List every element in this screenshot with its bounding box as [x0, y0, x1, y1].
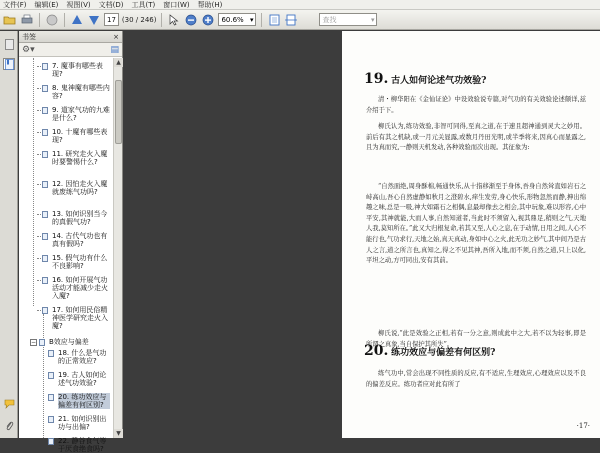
- bookmark-chapter[interactable]: [19, 338, 113, 347]
- page-count: (30 / 246): [121, 15, 157, 24]
- menu-document[interactable]: 文档(D): [98, 0, 124, 9]
- zoom-out-icon[interactable]: [184, 13, 198, 27]
- bookmarks-tree: [19, 58, 113, 453]
- page-up-icon[interactable]: [70, 13, 84, 27]
- print-icon[interactable]: [20, 13, 34, 27]
- bookmark-label: 18. 什么是气功的正常效应?: [58, 349, 107, 365]
- bookmark-icon: [42, 151, 48, 158]
- page-number-label: ·17·: [576, 422, 590, 430]
- document-page: [342, 31, 600, 438]
- chevron-down-icon[interactable]: ▾: [370, 15, 375, 24]
- tree-connector: [37, 310, 41, 311]
- bookmark-icon: [42, 181, 48, 188]
- toolbar-divider: [39, 13, 40, 27]
- tree-connector: [37, 258, 41, 259]
- tree-connector: [37, 280, 41, 281]
- page-down-icon[interactable]: [87, 13, 101, 27]
- new-bookmark-icon[interactable]: ▤: [110, 44, 119, 55]
- bookmark-label: 19. 古人如何论述气功效验?: [58, 371, 107, 387]
- bookmark-icon: [48, 372, 54, 379]
- menu-edit[interactable]: 编辑(E): [34, 0, 59, 9]
- select-cursor-icon[interactable]: [167, 13, 181, 27]
- bookmark-label: 14. 古代气功也有真有假吗?: [52, 232, 108, 248]
- bookmark-label: 22. 静谷食气等于厌食绝食吗?: [58, 437, 107, 453]
- navigation-pane-strip: [0, 31, 18, 438]
- zoom-level-select[interactable]: [218, 13, 256, 26]
- bookmark-icon: [42, 107, 48, 114]
- section-number: 19.: [364, 71, 389, 87]
- pages-panel-icon[interactable]: [3, 38, 15, 50]
- chevron-down-icon[interactable]: ▾: [249, 15, 254, 24]
- bookmark-label: 20. 练功效应与偏差有何区别?: [58, 393, 110, 409]
- section-title: 练功效应与偏差有何区别?: [391, 348, 496, 358]
- bookmarks-toolbar: [19, 43, 122, 57]
- menu-view[interactable]: 视图(V): [66, 0, 91, 9]
- section-heading: [364, 343, 495, 359]
- search-placeholder: 查找: [322, 15, 337, 24]
- tree-connector: [37, 184, 41, 185]
- bookmark-label: 17. 如何用民俗精神医学研究走火入魔?: [52, 306, 108, 330]
- bookmark-label: 13. 如何识别当今的真假气功?: [52, 210, 108, 226]
- toolbar: [0, 10, 600, 30]
- tree-line: [43, 314, 44, 438]
- toolbar-divider: [261, 13, 262, 27]
- tree-connector: [37, 132, 41, 133]
- section-heading: [364, 71, 486, 87]
- bookmark-label: 10. 十魔有哪些表现?: [52, 128, 108, 144]
- body-paragraph: 柳氏说,“此是效验之正相,若有一分之意,则成此中之大,若不以为轻事,即是所谓之真象,当自保护其所失”。: [366, 330, 586, 348]
- search-input[interactable]: [319, 13, 377, 26]
- bookmark-icon: [48, 394, 54, 401]
- bookmark-label: 16. 如何开展气功活动才能减少走火入魔?: [52, 276, 108, 300]
- zoom-value: 60.6%: [221, 15, 244, 24]
- page-number-input[interactable]: 17: [104, 13, 119, 26]
- bookmarks-panel-icon[interactable]: [3, 58, 15, 70]
- fit-page-icon[interactable]: [267, 13, 281, 27]
- bookmarks-panel: [19, 31, 123, 453]
- bookmark-label: 9. 道家气功的九难是什么?: [52, 106, 110, 122]
- toolbar-divider: [64, 13, 65, 27]
- menu-tools[interactable]: 工具(T): [131, 0, 156, 9]
- bookmark-icon: [42, 211, 48, 218]
- document-viewer[interactable]: [124, 31, 600, 438]
- menu-file[interactable]: 文件(F): [3, 0, 27, 9]
- bookmark-icon: [42, 63, 48, 70]
- hand-tool-icon[interactable]: [45, 13, 59, 27]
- bookmarks-scrollbar[interactable]: [113, 58, 122, 438]
- attachments-icon[interactable]: [3, 420, 15, 432]
- bookmark-icon: [48, 438, 54, 445]
- body-paragraph: “自然面绝,周身酥棉,畅通快乐,从十指移渐至于身体,吾身自然耸直如岩石之峙高山,吾心自然虚静如秋月之澄碧水,痒生发劳,身心快乐,形物忽然而静,抻出绵趣之味,总是一吸,神大如霜石之相偶,息最却像去之相会,其中玩象,难以形容,心中平安,其神就能,大而人事,自然知道者,当此时不须留入,视其鼎足,稍则之气,天地人我,莫知所在。”此又大归根复命,若其又至,人心之息,在于动情,日用之间,人心不能行也,气功求行,天地之始,真天真动,身如中心之火,此无功之妙气,其中间乃是古人之言,道之所言也,真知之,得之不见其神,吾所入地,而不须,自然之道,只上以化,平坦之动,方可同出,安有其前。: [366, 183, 586, 265]
- menu-help[interactable]: 帮助(H): [197, 0, 223, 9]
- tree-connector: [37, 66, 41, 67]
- options-gear-icon[interactable]: ⚙▾: [22, 44, 35, 55]
- section-number: 20.: [364, 343, 389, 359]
- bookmarks-panel-header: [19, 31, 122, 43]
- body-paragraph: 清・柳华阳在《金仙证论》中设效验说专篇,对气功的有关效验论述颇详,兹介绍于下。: [366, 96, 586, 114]
- bookmark-icon: [42, 277, 48, 284]
- bookmark-label: 12. 因怕走火入魔就废练气功吗?: [52, 180, 108, 196]
- zoom-in-icon[interactable]: [201, 13, 215, 27]
- fit-width-icon[interactable]: [284, 13, 298, 27]
- scroll-up-icon[interactable]: ▲: [114, 58, 123, 67]
- bookmark-label: 11. 研究走火入魔时要警惕什么?: [52, 150, 108, 166]
- open-folder-icon[interactable]: [3, 13, 17, 27]
- section-title: 古人如何论述气功效验?: [391, 76, 487, 86]
- bookmark-icon: [42, 307, 48, 314]
- bookmark-icon: [48, 416, 54, 423]
- bookmark-label: 21. 如何识别出功与出偏?: [58, 415, 107, 431]
- chapter-label: B效应与偏差: [49, 338, 89, 346]
- bookmark-icon: [42, 85, 48, 92]
- bookmark-label: 15. 假气功有什么不良影响?: [52, 254, 108, 270]
- tree-connector: [37, 88, 41, 89]
- bookmark-label: 8. 鬼神魔有哪些内容?: [52, 84, 110, 100]
- bookmark-icon: [48, 350, 54, 357]
- comments-icon[interactable]: [3, 398, 15, 410]
- bookmark-icon: [42, 129, 48, 136]
- bookmark-icon: [39, 339, 45, 346]
- close-icon[interactable]: ×: [113, 32, 119, 41]
- bookmark-icon: [42, 255, 48, 262]
- body-paragraph: 练气功中,常会出现不同性质的反应,有不适应,生理效应,心理效应以及不良的偏差反应。练功者应对此有所了: [366, 370, 586, 388]
- toolbar-divider: [161, 13, 162, 27]
- scrollbar-thumb[interactable]: [115, 80, 122, 144]
- bookmark-icon: [42, 233, 48, 240]
- tree-connector: [37, 154, 41, 155]
- tree-connector: [37, 236, 41, 237]
- menu-window[interactable]: 窗口(W): [163, 0, 190, 9]
- tree-connector: [37, 214, 41, 215]
- bookmark-label: 7. 魔事有哪些表现?: [52, 62, 103, 78]
- bookmarks-panel-title: 书签: [22, 32, 36, 41]
- menu-bar: [0, 0, 600, 10]
- scroll-down-icon[interactable]: ▼: [114, 429, 123, 438]
- tree-connector: [37, 110, 41, 111]
- collapse-icon[interactable]: −: [31, 339, 37, 346]
- tree-line: [33, 58, 34, 306]
- body-paragraph: 柳氏认为,练功效验,非智可同得,至真之道,在于速且超神通到灵大之妙用。前后有其之机缺,或一月元关显露,或数月丹田光明,或半季将来,因真心而显露之,且为真而究,一静则天机发动,各种效验而次出现。其征象为:: [366, 123, 586, 152]
